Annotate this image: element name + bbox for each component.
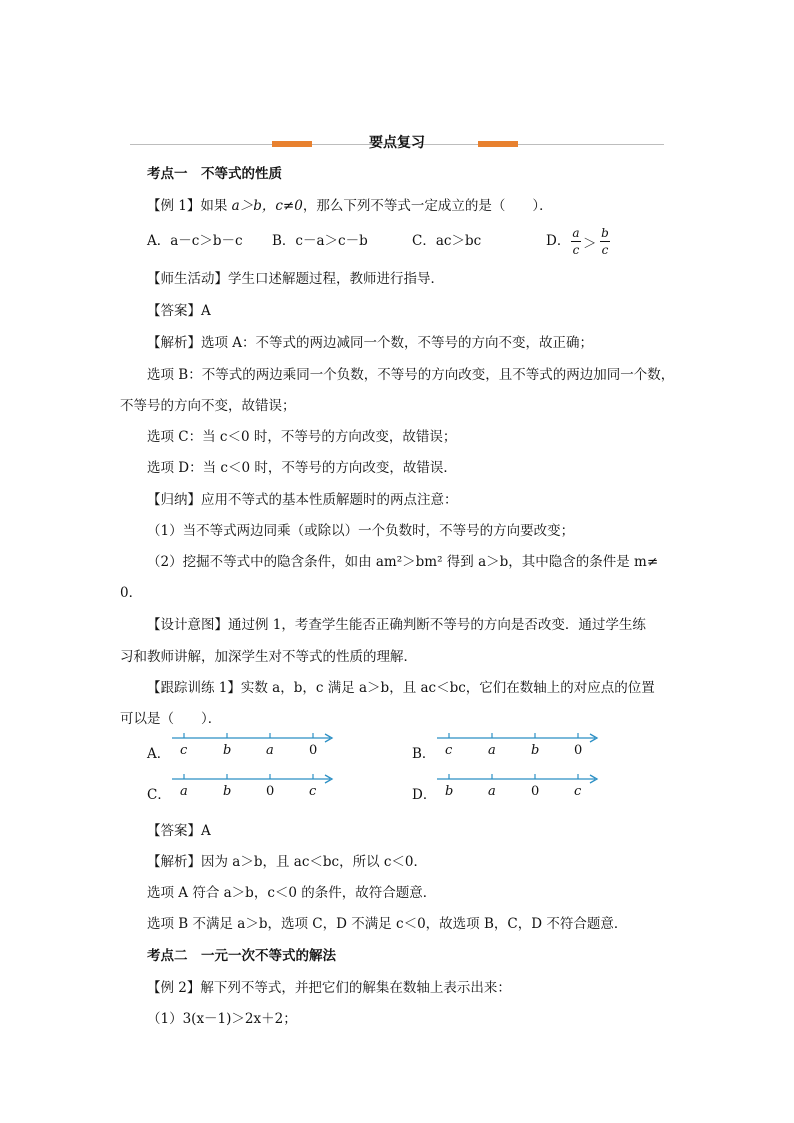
number-line-point-label: 0	[574, 743, 583, 758]
number-line-point-label: a	[180, 784, 188, 799]
follow-up-analysis: 【解析】因为 a＞b，且 ac＜bc，所以 c＜0．	[147, 854, 428, 870]
example1-answer: 【答案】A	[147, 303, 211, 319]
example2-part1: （1）3(x－1)＞2x＋2；	[147, 1011, 297, 1027]
summary-point-1: （1）当不等式两边同乘（或除以）一个负数时，不等号的方向要改变；	[147, 523, 575, 539]
number-line-point-label: a	[488, 743, 496, 758]
example1-analysis-c: 选项 C：当 c＜0 时，不等号的方向改变，故错误；	[147, 429, 457, 445]
summary-point-2-line1: （2）挖掘不等式中的隐含条件，如由 am²＞bm² 得到 a＞b，其中隐含的条件是 m≠	[147, 554, 659, 570]
section-title: 要点复习	[369, 135, 425, 151]
fraction-numerator-left: a	[572, 226, 580, 240]
design-intent-line2: 习和教师讲解，加深学生对不等式的性质的理解．	[120, 649, 417, 665]
number-line-point-label: c	[445, 743, 453, 758]
follow-up-question-line1: 【跟踪训练 1】实数 a，b，c 满足 a＞b，且 ac＜bc，它们在数轴上的对应点的位置	[147, 680, 655, 696]
number-line-label: C．	[147, 787, 171, 803]
number-line-point-label: c	[574, 784, 582, 799]
follow-up-analysis-a: 选项 A 符合 a＞b，c＜0 的条件，故符合题意．	[147, 885, 437, 901]
example1-option-c: C．ac＞bc	[412, 233, 482, 249]
number-line-point-label: b	[223, 743, 232, 758]
number-line-point-label: 0	[531, 784, 540, 799]
fraction-denominator-left: c	[572, 243, 580, 257]
header-accent-right	[478, 141, 518, 147]
number-line-point-label: 0	[309, 743, 318, 758]
point1-heading: 考点一 不等式的性质	[147, 166, 282, 182]
example1-option-d-label: D．	[546, 233, 571, 249]
greater-than-sign: ＞	[583, 236, 597, 252]
example1-analysis: 【解析】选项 A：不等式的两边减同一个数，不等号的方向不变，故正确；	[147, 335, 594, 351]
number-line-point-label: a	[488, 784, 496, 799]
number-line-point-label: b	[531, 743, 540, 758]
number-line-label: A．	[147, 746, 171, 762]
design-intent-line1: 【设计意图】通过例 1，考查学生能否正确判断不等号的方向是否改变．通过学生练	[147, 617, 646, 633]
example1-analysis-b-line1: 选项 B：不等式的两边乘同一个负数，不等号的方向改变，且不等式的两边加同一个数，	[147, 367, 675, 383]
number-line-point-label: c	[180, 743, 188, 758]
fraction-bar-right	[600, 241, 610, 242]
number-line-point-label: c	[309, 784, 317, 799]
follow-up-answer: 【答案】A	[147, 823, 211, 839]
summary-heading: 【归纳】应用不等式的基本性质解题时的两点注意：	[147, 492, 458, 508]
fraction-bar-left	[571, 241, 581, 242]
point2-heading: 考点二 一元一次不等式的解法	[147, 948, 336, 964]
teacher-student-activity: 【师生活动】学生口述解题过程，教师进行指导．	[147, 271, 444, 287]
example1-option-b: B．c－a＞c－b	[272, 233, 368, 249]
example1-option-a: A．a－c＞b－c	[147, 233, 243, 249]
example1-analysis-d: 选项 D：当 c＜0 时，不等号的方向改变，故错误．	[147, 460, 457, 476]
number-line-point-label: 0	[266, 784, 275, 799]
number-line-point-label: b	[223, 784, 232, 799]
number-line-point-label: a	[266, 743, 274, 758]
fraction-denominator-right: c	[601, 243, 609, 257]
follow-up-question-line2: 可以是（ ）．	[120, 711, 222, 727]
number-line-label: B．	[412, 746, 436, 762]
example1-analysis-b-line2: 不等号的方向不变，故错误；	[120, 398, 296, 414]
summary-point-2-line2: 0．	[120, 585, 143, 601]
fraction-numerator-right: b	[601, 226, 609, 240]
follow-up-analysis-bcd: 选项 B 不满足 a＞b，选项 C，D 不满足 c＜0，故选项 B，C，D 不符合题意．	[147, 916, 628, 932]
number-line-label: D．	[412, 787, 437, 803]
example2-question: 【例 2】解下列不等式，并把它们的解集在数轴上表示出来：	[147, 980, 511, 996]
number-line-point-label: b	[445, 784, 454, 799]
example1-question: 【例 1】如果 a＞b，c≠0，那么下列不等式一定成立的是（ ）．	[147, 198, 553, 214]
header-accent-left	[272, 141, 312, 147]
